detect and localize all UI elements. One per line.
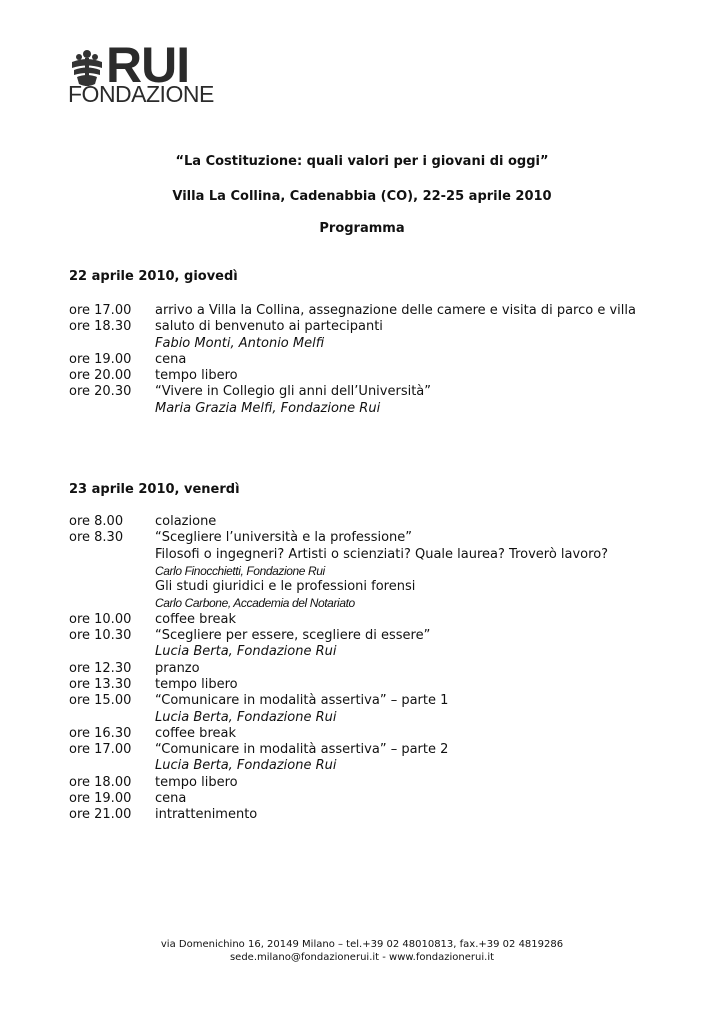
schedule-row <box>69 758 689 774</box>
day2-heading: 23 aprile 2010, venerdì <box>69 482 240 497</box>
schedule-activity: pranzo <box>155 660 200 676</box>
schedule-row <box>69 693 689 709</box>
schedule-activity: tempo libero <box>155 368 238 384</box>
schedule-time: ore 17.00 <box>69 742 132 758</box>
schedule-row <box>69 710 689 726</box>
schedule-activity: coffee break <box>155 725 236 741</box>
schedule-time: ore 10.00 <box>69 611 132 627</box>
schedule-time <box>69 547 155 563</box>
schedule-time: ore 21.00 <box>69 807 132 823</box>
schedule-row <box>69 775 689 791</box>
schedule-row <box>69 530 689 546</box>
schedule-activity: saluto di benvenuto ai partecipanti <box>155 319 383 335</box>
schedule-activity: Filosofi o ingegneri? Artisti o scienziati? Quale laurea? Troverò lavoro? <box>155 546 609 562</box>
schedule-time: ore 16.30 <box>69 725 132 741</box>
schedule-row <box>69 726 689 742</box>
document-title: “La Costituzione: quali valori per i giovani di oggi” <box>175 154 549 169</box>
logo-rui-text: RUI <box>106 37 190 93</box>
schedule-activity: “Scegliere l’università e la professione” <box>155 530 413 546</box>
schedule-row <box>69 547 689 563</box>
schedule-row <box>69 563 689 579</box>
footer-address: via Domenichino 16, 20149 Milano – tel.+39 02 48010813, fax.+39 02 4819286 <box>160 939 564 950</box>
schedule-row <box>69 352 689 368</box>
schedule-activity: “Comunicare in modalità assertiva” – parte 2 <box>155 742 449 758</box>
footer <box>0 938 724 964</box>
schedule-activity: cena <box>155 791 187 807</box>
schedule-row <box>69 579 689 595</box>
schedule-time <box>69 336 155 352</box>
schedule-activity: “Comunicare in modalità assertiva” – parte 1 <box>155 693 449 709</box>
schedule-row <box>69 612 689 628</box>
schedule-row <box>69 644 689 660</box>
schedule-time <box>69 710 155 726</box>
schedule-row <box>69 368 689 384</box>
schedule-time <box>69 758 155 774</box>
schedule-time: ore 20.30 <box>69 384 132 400</box>
schedule-time: ore 10.30 <box>69 628 132 644</box>
schedule-speaker: Lucia Berta, Fondazione Rui <box>155 758 337 774</box>
schedule-time: ore 20.00 <box>69 368 132 384</box>
schedule-time <box>69 644 155 660</box>
schedule-speaker: Maria Grazia Melfi, Fondazione Rui <box>155 400 381 416</box>
schedule-time: ore 17.00 <box>69 303 132 318</box>
schedule-speaker: Lucia Berta, Fondazione Rui <box>155 709 337 725</box>
schedule-row <box>69 661 689 677</box>
fondazione-rui-logo <box>68 37 214 108</box>
schedule-activity: cena <box>155 351 187 367</box>
schedule-row <box>69 319 689 335</box>
schedule-activity: “Vivere in Collegio gli anni dell’Università” <box>155 384 432 400</box>
schedule-activity: colazione <box>155 514 217 529</box>
schedule-time: ore 18.00 <box>69 774 132 790</box>
schedule-speaker: Lucia Berta, Fondazione Rui <box>155 644 337 660</box>
schedule-activity: arrivo a Villa la Collina, assegnazione delle camere e visita di parco e villa <box>155 303 636 318</box>
venue-line: Villa La Collina, Cadenabbia (CO), 22-25 aprile 2010 <box>172 189 552 204</box>
schedule-row <box>69 742 689 758</box>
schedule-time: ore 12.30 <box>69 660 132 676</box>
schedule-row <box>69 336 689 352</box>
program-heading: Programma <box>319 221 405 236</box>
schedule-activity: tempo libero <box>155 774 238 790</box>
schedule-activity: “Scegliere per essere, scegliere di essere” <box>155 628 431 644</box>
schedule-activity: Gli studi giuridici e le professioni forensi <box>155 579 416 595</box>
schedule-row <box>69 514 689 530</box>
schedule-speaker: Carlo Finocchietti, Fondazione Rui <box>155 563 325 578</box>
schedule-time <box>69 595 155 611</box>
schedule-activity: intrattenimento <box>155 807 258 823</box>
day1-schedule <box>69 303 689 417</box>
schedule-row <box>69 303 689 319</box>
schedule-time: ore 19.00 <box>69 351 132 367</box>
schedule-row <box>69 791 689 807</box>
day2-schedule <box>69 514 689 824</box>
schedule-row <box>69 807 689 823</box>
schedule-time: ore 13.30 <box>69 676 132 692</box>
schedule-time: ore 15.00 <box>69 693 132 709</box>
schedule-activity: coffee break <box>155 611 236 627</box>
day1-heading: 22 aprile 2010, giovedì <box>69 269 238 284</box>
schedule-speaker: Fabio Monti, Antonio Melfi <box>155 335 325 351</box>
schedule-time: ore 18.30 <box>69 319 132 335</box>
schedule-row <box>69 401 689 417</box>
schedule-time: ore 8.00 <box>69 514 124 529</box>
schedule-row <box>69 677 689 693</box>
footer-contacts: sede.milano@fondazionerui.it - www.fondazionerui.it <box>229 952 495 963</box>
schedule-row <box>69 595 689 611</box>
schedule-time: ore 19.00 <box>69 791 132 807</box>
schedule-time <box>69 579 155 595</box>
schedule-time <box>69 401 155 417</box>
schedule-time: ore 8.30 <box>69 530 124 546</box>
schedule-row <box>69 628 689 644</box>
schedule-speaker: Carlo Carbone, Accademia del Notariato <box>155 596 355 611</box>
schedule-row <box>69 384 689 400</box>
schedule-activity: tempo libero <box>155 676 238 692</box>
schedule-time <box>69 563 155 579</box>
logo-fondazione-text: FONDAZIONE <box>68 81 214 107</box>
